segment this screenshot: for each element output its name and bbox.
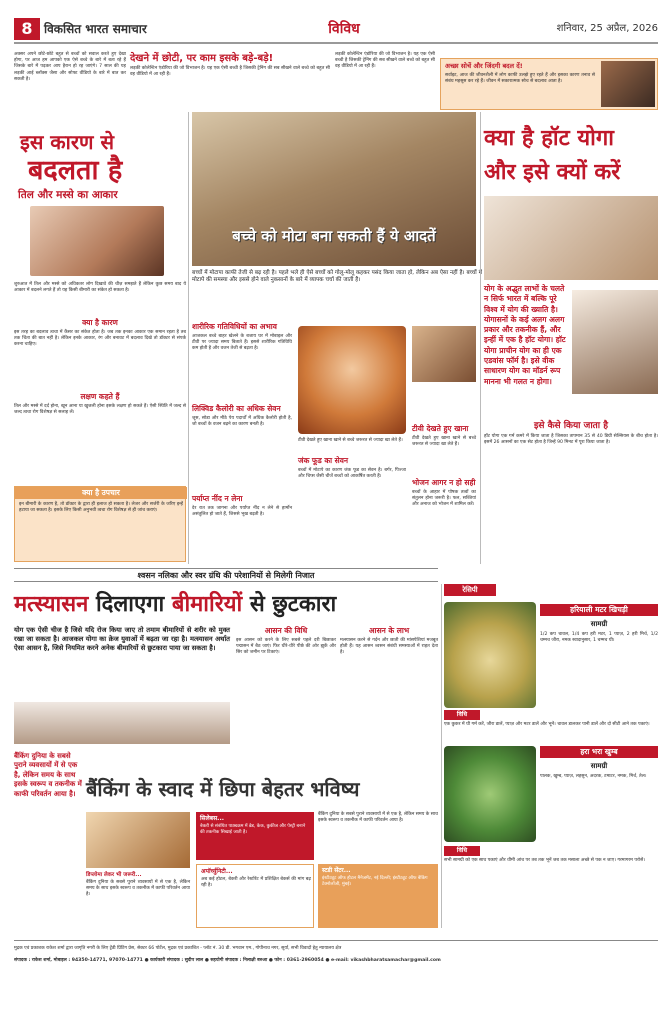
yoga-pose-photo: [14, 702, 230, 744]
baking-box-3-text: इंस्टीट्यूट ऑफ होटल मैनेजमेंट, नई दिल्ली; इंस्टीट्यूट ऑफ बेकिंग टेक्नोलॉजी, मुंबई।: [322, 876, 428, 887]
center-body-5: टीवी देखते हुए खाना खाने से बच्चे जरूरत से ज्यादा खा लेते हैं।: [412, 436, 476, 448]
baking-side-text: बैंकिंग दुनिया के सबसे पुराने व्यवसायों में से एक है, लेकिन समय के साथ इसके स्वरूप व तकनीक में काफी परिवर्तन आया है।: [14, 752, 82, 798]
center-body-1: आजकल बच्चे बाहर खेलने के बजाय घर में मोबाइल और टीवी पर ज्यादा समय बिताते हैं। इससे शारीरिक गतिविधि कम होती है और वजन तेजी से बढ़ता है।: [192, 334, 292, 352]
header-rule: [14, 42, 658, 44]
left-sub-2: लक्षण कहते हैं: [80, 392, 120, 401]
left-headline-1: इस कारण से: [20, 130, 114, 154]
baking-box-2-text: अब कई होटल, बेकरी और रेस्टोरेंट में प्रशिक्षित बेकर्स की मांग बढ़ रही है।: [201, 877, 311, 889]
yoga-headline-part2: दिलाएगा: [95, 592, 165, 617]
yoga-col1: इस आसन को करने के लिए सबसे पहले दरी बिछाकर पद्मासन में बैठ जाएं। फिर धीरे-धीरे पीछे की ओर झुकें और सिर को जमीन पर टिकाएं।: [236, 638, 336, 656]
top-center-text-2: लड़की कोलेन्टिन एंडोरिया की जो विभाजन है। यह एक ऐसी बच्ची है जिसकी ट्रेनिंग की सब सीखने वाले बच्चे को बहुत सी वह वीडियो में आ रही हैं।: [335, 52, 435, 70]
center-headline: बच्चे को मोटा बना सकती हैं ये आदतें: [232, 227, 436, 245]
center-photo-caption: टीवी देखते हुए खाना खाने से बच्चे जरूरत से ज्यादा खा लेते हैं।: [298, 438, 403, 443]
right-intro: योग के अद्भुत लाभों के चलते न सिर्फ भारत में बल्कि पूरे विश्व में योग की ख्याति है। योगासनों के कई अलग अलग प्रकार और तकनीक हैं, और इन्हीं में एक है हॉट योगा। हॉट योगा प्राचीन योग का ही एक एडवांस फॉर्म है। इसे वीक साधारण योग का मॉडर्न रूप मानना भी गलत न होगा।: [484, 284, 566, 386]
right-body: हॉट योगा एक गर्म कमरे में किया जाता है जिसका तापमान 35 से 40 डिग्री सेल्सियस के बीच होता है। इसमें 26 आसनों का एक सेट होता है जिन्हें 90 मिनट में पूरा किया जाता है।: [484, 434, 658, 446]
baking-box-1-title: सिलेबस...: [200, 815, 224, 822]
left-photo: [30, 206, 164, 276]
center-body-3: देर रात तक जागना और पर्याप्त नींद न लेने से हार्मोन असंतुलित हो जाते हैं, जिससे भूख बढ़ती है।: [192, 506, 292, 518]
baking-caption: डिप्लोमा लेकर भी जरूरी...: [86, 872, 142, 878]
recipe-1-method: एक कुकर में घी गर्म करें, जीरा डालें, प्याज़ और मटर डालें और भूनें। चावल डालकर पानी डालें और दो सीटी आने तक पकाएं।: [444, 722, 650, 727]
baking-photo: [86, 812, 190, 868]
right-headline-1: क्या है हॉट योगा: [484, 126, 614, 151]
yoga-photo-top: [484, 196, 658, 280]
top-right-box-text: सर्वाइट, आज की जीवनशैली में लोग काफी उलझे हुए रहते हैं और इसका कारण तनाव से संबंध महसूस कर रहे हैं। जीवन में सकारात्मक सोच से बदलाव आता है।: [445, 73, 595, 85]
column-rule: [480, 112, 481, 564]
footer-line-1: मुद्रक एवं प्रकाशक राकेश शर्मा द्वारा जागृति नगरी के लिए ट्रेंडी प्रिंटिंग प्रेस, सेक्टर 66 पोर्टेल, मुद्रक एवं प्रकाशित - प्लॉट नं. 30 डी. भगवान एम., गोपीनाथ नगर, सूर्या, सभी विवादों हेतु न्यायालय क्षेत्र: [14, 946, 342, 951]
center-body-4: बच्चों में मोटापे का कारण जंक फूड का सेवन है। बर्गर, पिज्जा और चिप्स जैसी चीजें बच्चों को आकर्षित करती हैं।: [298, 468, 406, 480]
recipe-1-method-title: विधि: [444, 710, 480, 720]
recipe-2-title: हरा भरा खुम्ब: [540, 746, 658, 758]
recipe-1-ingredients: 1/2 कप चावल, 1/4 कप हरी मटर, 1 प्याज़, 2 हरी मिर्च, 1/2 चम्मच जीरा, नमक स्वादानुसार, 1 चम्मच घी।: [540, 632, 658, 644]
footer-line-2: संपादक : राकेश शर्मा, मोबाइल : 94350-14771, 97070-14771 ● कार्यकारी संपादक : सुदीप लाल ● सहयोगी संपादक : निलाक्षी बरुआ ● फोन : 0361-2960054 ● e-mail: vikashbharatsamachar@gmail.com: [14, 958, 441, 963]
yoga-intro: योग एक ऐसी चीज है जिसे यदि रोज किया जाए तो तमाम बीमारियों से शरीर को मुक्त रखा जा सकता है। आजकल योगा का क्रेज युवाओं में बढ़ता जा रहा है। मत्स्यासन अर्थात ऐसा आसन है, जिसे नियमित करने अनेक बीमारियों से छुटकारा पाया जा सकता है।: [14, 626, 230, 653]
recipe-1-sub: सामग्री: [590, 620, 608, 628]
page-header: [14, 18, 658, 40]
center-sub-1: शारीरिक गतिविधियों का अभाव: [192, 322, 277, 331]
yoga-col2-title: आसन के लाभ: [368, 626, 410, 635]
girl-tv-photo: [412, 326, 476, 382]
center-sub-4: जंक फूड का सेवन: [298, 456, 349, 465]
recipe-2-photo: [444, 746, 536, 842]
recipe-2-sub: सामग्री: [590, 762, 608, 770]
right-sub: इसे कैसे किया जाता है: [533, 421, 609, 431]
baking-col-text: बैंकिंग दुनिया के सबसे पुराने व्यवसायों में से एक है, लेकिन समय के साथ इसके स्वरूप व तकनीक में काफी परिवर्तन आया है।: [318, 812, 438, 824]
recipe-2-method: सभी सामग्री को एक साथ पकाएं और धीमी आंच पर तब तक भूनें जब तक मसाला अच्छे से पक न जाए। गरमागरम परोसें।: [444, 858, 645, 863]
recipe-2-ingredients: पालक, खुम्ब, प्याज़, लहसुन, अदरक, टमाटर, नमक, मिर्च, तेल।: [540, 774, 647, 779]
top-right-box: [440, 58, 658, 110]
left-headline-3: तिल और मस्से का आकार: [18, 189, 118, 201]
left-treatment-title: क्या है उपचार: [15, 487, 187, 499]
left-body-2: तिल और मस्से में दर्द होना, खून आना या खुजली होना इसके लक्षण हो सकते हैं। ऐसी स्थिति में जल्द से जल्द त्वचा रोग विशेषज्ञ से सलाह लें।: [14, 404, 186, 416]
column-rule: [441, 584, 442, 928]
issue-date: शनिवार, 25 अप्रैल, 2026: [556, 23, 658, 34]
top-left-text: अक्सर अपने छोटे-छोटे बहुत से बच्चों को सवाल करते हुए देखा होगा, पर आज हम आपको एक ऐसे बच्चे के बारे में बता रहे हैं जिसके बारे में पढ़कर आप हैरान हो रह जाएंगे। 7 साल की यह लड़की आई ब्लॉक्स जैसा और सोफ्ट वीडियो के बारे में बात कर सकती है।: [14, 52, 126, 82]
yoga-col2: मत्स्यासन करने से गर्दन और छाती की मांसपेशियां मजबूत होती हैं। यह आसन श्वसन संबंधी समस्याओं में राहत देता है।: [340, 638, 438, 656]
top-center-text: लड़की कोलेन्टिन एंडोरिया की जो विभाजन है। यह एक ऐसी बच्ची है जिसकी ट्रेनिंग की सब सीखने वाले बच्चे को बहुत सी वह वीडियो में आ रही हैं।: [130, 66, 330, 78]
paper-name: विकसित भारत समाचार: [44, 22, 147, 36]
left-intro: शुरुआत में तिल और मस्से को अधिकतर लोग दिखावे की चीज़ समझते हैं लेकिन कुछ समय बाद ये आकार में बदलने लगते हैं तो यह किसी बीमारी का संकेत हो सकता है।: [14, 282, 186, 294]
recipe-2-method-title: विधि: [444, 846, 480, 856]
left-headline-2: बदलता है: [28, 155, 123, 186]
center-body-6: बच्चों के आहार में पोषक तत्वों का संतुलन होना जरूरी है। फल, सब्जियां और अनाज को भोजन में शामिल करें।: [412, 490, 476, 508]
baking-box-1: [196, 812, 314, 860]
left-treatment-text: इन बीमारी के कारण है, तो डॉक्टर के द्वारा ही इलाज हो सकता है। लेजर और सर्जरी के जरिए इन्हें हटाया जा सकता है। इसके लिए किसी अनुभवी त्वचा रोग विशेषज्ञ से ही जांच कराएं।: [19, 502, 183, 514]
recipe-1-title: हरियाली मटर खिचड़ी: [540, 604, 658, 616]
baking-box-1-text: बेकरी से संबंधित पाठ्यक्रम में ब्रेड, केक, कुकीज और पेस्ट्री बनाने की तकनीक सिखाई जाती है।: [200, 824, 306, 835]
baking-headline: बैंकिंग के स्वाद में छिपा बेहतर भविष्य: [86, 777, 360, 801]
recipe-1-photo: [444, 602, 536, 708]
mid-banner: श्वसन नलिका और स्वर ग्रंथि की परेशानियों से मिलेगी निजात: [14, 568, 438, 582]
yoga-headline: [14, 588, 438, 622]
yoga-headline-part3: बीमारियों: [171, 592, 243, 617]
left-body-1: इस तरह का बदलाव त्वचा में कैंसर का संकेत होता है। जब तक इनका आकार एक समान रहता है तब तक चिंता की बात नहीं है। लेकिन इनके आकार, रंग और बनावट में बदलाव दिखे तो डॉक्टर से संपर्क करना चाहिए।: [14, 330, 186, 348]
baking-box-3-title: स्टडी सेंटर...: [322, 867, 351, 874]
recipe-tag: रेसिपी: [444, 584, 496, 596]
top-right-box-title: अच्छा सोचें और जिंदगी बदल दें!: [445, 62, 523, 70]
column-rule: [188, 112, 189, 564]
center-sub-5: टीवी देखते हुए खाना: [412, 424, 469, 433]
yoga-col1-title: आसन की विधि: [264, 626, 308, 635]
right-headline-2: और इसे क्यों करें: [484, 160, 621, 185]
boy-burger-photo: [298, 326, 406, 434]
baking-box-3: [318, 864, 438, 928]
left-sub-1: क्या है कारण: [82, 318, 118, 327]
top-right-photo: [601, 61, 655, 107]
yoga-photo-pose: [572, 290, 658, 394]
section-title: विविध: [328, 21, 360, 37]
center-body-2: जूस, सोडा और मीठे पेय पदार्थों में अधिक कैलोरी होती है, जो बच्चों के वजन बढ़ने का कारण बनती है।: [192, 416, 292, 428]
footer-rule: [14, 940, 658, 941]
center-sub-6: भोजन आगर न हो सही: [412, 478, 476, 487]
yoga-headline-part1: मत्स्यासन: [14, 592, 89, 617]
baking-box-2-title: अपॉर्च्युनिटी...: [201, 868, 233, 875]
baking-caption-text: बैंकिंग दुनिया के सबसे पुराने व्यवसायों में से एक है, लेकिन समय के साथ इसके स्वरूप व तकनीक में काफी परिवर्तन आया है।: [86, 880, 190, 898]
left-treatment-box: [14, 486, 186, 562]
center-sub-2: लिक्विड कैलोरी का अधिक सेवन: [192, 404, 281, 413]
center-intro: बच्चों में मोटापा काफी तेजी से बढ़ रही है। पहले भले ही ऐसे बच्चों को गोलू-मोलू कहकर पसंद किया जाता हो, लेकिन अब ऐसा नहीं है। बच्चों में मोटापे की समस्या और इससे होने वाले नुकसानों के बारे में व्यापक चर्चा की जाती है।: [192, 270, 482, 284]
top-center-headline: देखने में छोटी, पर काम इसके बड़े-बड़े!: [130, 53, 274, 64]
yoga-headline-part4: से छुटकारा: [249, 592, 337, 617]
page-number: 8: [14, 18, 40, 40]
center-sub-3: पर्याप्त नींद न लेना: [192, 494, 243, 503]
baking-box-2: [196, 864, 314, 928]
